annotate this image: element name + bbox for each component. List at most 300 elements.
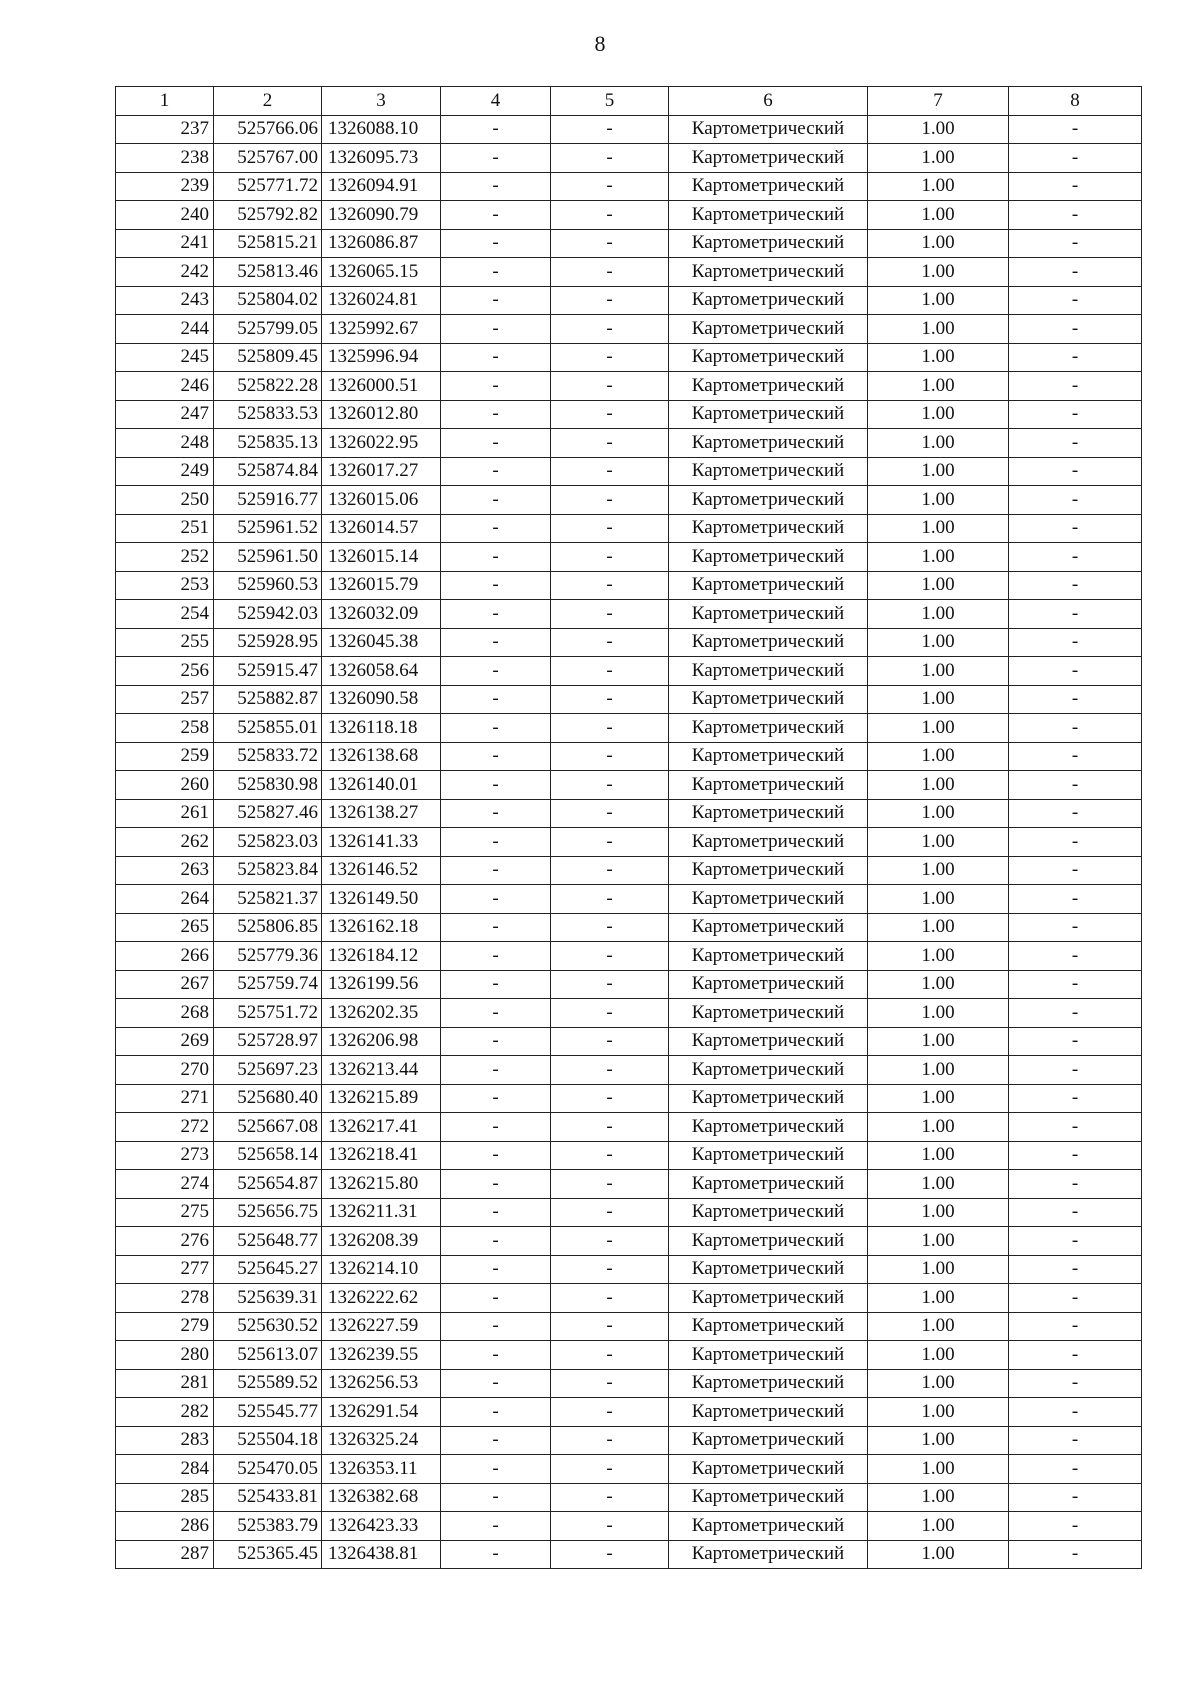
- column-5-cell: -: [551, 1255, 669, 1284]
- y-coordinate-cell: 1326014.57: [322, 514, 441, 543]
- column-8-cell: -: [1009, 571, 1142, 600]
- column-8-cell: -: [1009, 315, 1142, 344]
- method-cell: Картометрический: [669, 1540, 868, 1569]
- accuracy-cell: 1.00: [868, 286, 1009, 315]
- column-5-cell: -: [551, 913, 669, 942]
- point-number-cell: 239: [116, 172, 214, 201]
- y-coordinate-cell: 1326088.10: [322, 115, 441, 144]
- method-cell: Картометрический: [669, 628, 868, 657]
- method-cell: Картометрический: [669, 1312, 868, 1341]
- point-number-cell: 251: [116, 514, 214, 543]
- x-coordinate-cell: 525799.05: [214, 315, 322, 344]
- x-coordinate-cell: 525667.08: [214, 1113, 322, 1142]
- table-row: [116, 657, 1142, 686]
- x-coordinate-cell: 525833.53: [214, 400, 322, 429]
- point-number-cell: 265: [116, 913, 214, 942]
- method-cell: Картометрический: [669, 970, 868, 999]
- column-4-cell: -: [441, 172, 551, 201]
- column-header: 4: [441, 87, 551, 116]
- table-row: [116, 771, 1142, 800]
- column-4-cell: -: [441, 1540, 551, 1569]
- y-coordinate-cell: 1326353.11: [322, 1455, 441, 1484]
- x-coordinate-cell: 525759.74: [214, 970, 322, 999]
- column-5-cell: -: [551, 400, 669, 429]
- column-4-cell: -: [441, 229, 551, 258]
- x-coordinate-cell: 525766.06: [214, 115, 322, 144]
- accuracy-cell: 1.00: [868, 1227, 1009, 1256]
- column-4-cell: -: [441, 1113, 551, 1142]
- column-5-cell: -: [551, 1455, 669, 1484]
- table-row: [116, 600, 1142, 629]
- y-coordinate-cell: 1326140.01: [322, 771, 441, 800]
- table-row: [116, 400, 1142, 429]
- accuracy-cell: 1.00: [868, 543, 1009, 572]
- y-coordinate-cell: 1326024.81: [322, 286, 441, 315]
- table-row: [116, 1312, 1142, 1341]
- column-5-cell: -: [551, 942, 669, 971]
- column-8-cell: -: [1009, 1198, 1142, 1227]
- method-cell: Картометрический: [669, 742, 868, 771]
- accuracy-cell: 1.00: [868, 1483, 1009, 1512]
- column-5-cell: -: [551, 771, 669, 800]
- accuracy-cell: 1.00: [868, 1255, 1009, 1284]
- point-number-cell: 276: [116, 1227, 214, 1256]
- point-number-cell: 244: [116, 315, 214, 344]
- x-coordinate-cell: 525630.52: [214, 1312, 322, 1341]
- table-row: [116, 1341, 1142, 1370]
- y-coordinate-cell: 1326382.68: [322, 1483, 441, 1512]
- column-8-cell: -: [1009, 714, 1142, 743]
- x-coordinate-cell: 525942.03: [214, 600, 322, 629]
- column-5-cell: -: [551, 1284, 669, 1313]
- x-coordinate-cell: 525813.46: [214, 258, 322, 287]
- column-5-cell: -: [551, 201, 669, 230]
- table-row: [116, 201, 1142, 230]
- column-8-cell: -: [1009, 115, 1142, 144]
- column-4-cell: -: [441, 913, 551, 942]
- y-coordinate-cell: 1325992.67: [322, 315, 441, 344]
- y-coordinate-cell: 1326022.95: [322, 429, 441, 458]
- method-cell: Картометрический: [669, 343, 868, 372]
- column-8-cell: -: [1009, 172, 1142, 201]
- y-coordinate-cell: 1326086.87: [322, 229, 441, 258]
- point-number-cell: 279: [116, 1312, 214, 1341]
- point-number-cell: 241: [116, 229, 214, 258]
- column-5-cell: -: [551, 1084, 669, 1113]
- x-coordinate-cell: 525821.37: [214, 885, 322, 914]
- point-number-cell: 243: [116, 286, 214, 315]
- column-8-cell: -: [1009, 742, 1142, 771]
- table-row: [116, 1540, 1142, 1569]
- column-4-cell: -: [441, 685, 551, 714]
- column-5-cell: -: [551, 714, 669, 743]
- method-cell: Картометрический: [669, 1398, 868, 1427]
- accuracy-cell: 1.00: [868, 628, 1009, 657]
- column-5-cell: -: [551, 172, 669, 201]
- x-coordinate-cell: 525728.97: [214, 1027, 322, 1056]
- x-coordinate-cell: 525833.72: [214, 742, 322, 771]
- method-cell: Картометрический: [669, 172, 868, 201]
- column-4-cell: -: [441, 714, 551, 743]
- accuracy-cell: 1.00: [868, 315, 1009, 344]
- point-number-cell: 260: [116, 771, 214, 800]
- column-4-cell: -: [441, 856, 551, 885]
- table-body: [116, 115, 1142, 1569]
- x-coordinate-cell: 525823.84: [214, 856, 322, 885]
- point-number-cell: 242: [116, 258, 214, 287]
- column-5-cell: -: [551, 1483, 669, 1512]
- accuracy-cell: 1.00: [868, 771, 1009, 800]
- column-header: 2: [214, 87, 322, 116]
- method-cell: Картометрический: [669, 1084, 868, 1113]
- column-4-cell: -: [441, 115, 551, 144]
- y-coordinate-cell: 1326256.53: [322, 1369, 441, 1398]
- table-row: [116, 115, 1142, 144]
- method-cell: Картометрический: [669, 1284, 868, 1313]
- point-number-cell: 280: [116, 1341, 214, 1370]
- method-cell: Картометрический: [669, 600, 868, 629]
- column-5-cell: -: [551, 1198, 669, 1227]
- method-cell: Картометрический: [669, 315, 868, 344]
- column-5-cell: -: [551, 1540, 669, 1569]
- y-coordinate-cell: 1326211.31: [322, 1198, 441, 1227]
- point-number-cell: 266: [116, 942, 214, 971]
- column-4-cell: -: [441, 1027, 551, 1056]
- y-coordinate-cell: 1326141.33: [322, 828, 441, 857]
- point-number-cell: 246: [116, 372, 214, 401]
- column-8-cell: -: [1009, 1084, 1142, 1113]
- column-8-cell: -: [1009, 1426, 1142, 1455]
- column-8-cell: -: [1009, 1170, 1142, 1199]
- method-cell: Картометрический: [669, 286, 868, 315]
- column-5-cell: -: [551, 970, 669, 999]
- point-number-cell: 257: [116, 685, 214, 714]
- x-coordinate-cell: 525809.45: [214, 343, 322, 372]
- column-5-cell: -: [551, 1027, 669, 1056]
- column-5-cell: -: [551, 1113, 669, 1142]
- point-number-cell: 272: [116, 1113, 214, 1142]
- column-4-cell: -: [441, 372, 551, 401]
- method-cell: Картометрический: [669, 685, 868, 714]
- column-4-cell: -: [441, 1141, 551, 1170]
- column-8-cell: -: [1009, 999, 1142, 1028]
- y-coordinate-cell: 1326423.33: [322, 1512, 441, 1541]
- column-5-cell: -: [551, 1056, 669, 1085]
- accuracy-cell: 1.00: [868, 144, 1009, 173]
- column-8-cell: -: [1009, 1027, 1142, 1056]
- table-row: [116, 514, 1142, 543]
- accuracy-cell: 1.00: [868, 1113, 1009, 1142]
- column-5-cell: -: [551, 315, 669, 344]
- column-5-cell: -: [551, 828, 669, 857]
- y-coordinate-cell: 1326094.91: [322, 172, 441, 201]
- accuracy-cell: 1.00: [868, 229, 1009, 258]
- x-coordinate-cell: 525504.18: [214, 1426, 322, 1455]
- accuracy-cell: 1.00: [868, 1369, 1009, 1398]
- x-coordinate-cell: 525961.50: [214, 543, 322, 572]
- y-coordinate-cell: 1326291.54: [322, 1398, 441, 1427]
- x-coordinate-cell: 525830.98: [214, 771, 322, 800]
- accuracy-cell: 1.00: [868, 1341, 1009, 1370]
- accuracy-cell: 1.00: [868, 828, 1009, 857]
- point-number-cell: 261: [116, 799, 214, 828]
- column-5-cell: -: [551, 1512, 669, 1541]
- table-row: [116, 999, 1142, 1028]
- y-coordinate-cell: 1326239.55: [322, 1341, 441, 1370]
- x-coordinate-cell: 525767.00: [214, 144, 322, 173]
- x-coordinate-cell: 525823.03: [214, 828, 322, 857]
- x-coordinate-cell: 525658.14: [214, 1141, 322, 1170]
- point-number-cell: 284: [116, 1455, 214, 1484]
- column-4-cell: -: [441, 258, 551, 287]
- accuracy-cell: 1.00: [868, 457, 1009, 486]
- column-8-cell: -: [1009, 1483, 1142, 1512]
- column-8-cell: -: [1009, 286, 1142, 315]
- table-row: [116, 1056, 1142, 1085]
- column-8-cell: -: [1009, 486, 1142, 515]
- column-4-cell: -: [441, 1170, 551, 1199]
- table-row: [116, 372, 1142, 401]
- y-coordinate-cell: 1326206.98: [322, 1027, 441, 1056]
- column-4-cell: -: [441, 457, 551, 486]
- x-coordinate-cell: 525806.85: [214, 913, 322, 942]
- table-row: [116, 942, 1142, 971]
- column-4-cell: -: [441, 799, 551, 828]
- method-cell: Картометрический: [669, 913, 868, 942]
- accuracy-cell: 1.00: [868, 514, 1009, 543]
- x-coordinate-cell: 525433.81: [214, 1483, 322, 1512]
- accuracy-cell: 1.00: [868, 429, 1009, 458]
- column-5-cell: -: [551, 286, 669, 315]
- table-row: [116, 571, 1142, 600]
- method-cell: Картометрический: [669, 1255, 868, 1284]
- point-number-cell: 255: [116, 628, 214, 657]
- table-row: [116, 885, 1142, 914]
- column-8-cell: -: [1009, 1512, 1142, 1541]
- point-number-cell: 286: [116, 1512, 214, 1541]
- table-row: [116, 286, 1142, 315]
- method-cell: Картометрический: [669, 201, 868, 230]
- column-8-cell: -: [1009, 1056, 1142, 1085]
- column-4-cell: -: [441, 1483, 551, 1512]
- column-5-cell: -: [551, 571, 669, 600]
- table-row: [116, 799, 1142, 828]
- table-row: [116, 742, 1142, 771]
- point-number-cell: 258: [116, 714, 214, 743]
- table-header-row: [116, 87, 1142, 116]
- column-5-cell: -: [551, 999, 669, 1028]
- method-cell: Картометрический: [669, 856, 868, 885]
- table-row: [116, 828, 1142, 857]
- accuracy-cell: 1.00: [868, 799, 1009, 828]
- point-number-cell: 273: [116, 1141, 214, 1170]
- column-4-cell: -: [441, 742, 551, 771]
- method-cell: Картометрический: [669, 1027, 868, 1056]
- y-coordinate-cell: 1326202.35: [322, 999, 441, 1028]
- y-coordinate-cell: 1326015.79: [322, 571, 441, 600]
- accuracy-cell: 1.00: [868, 1141, 1009, 1170]
- column-8-cell: -: [1009, 685, 1142, 714]
- point-number-cell: 262: [116, 828, 214, 857]
- point-number-cell: 271: [116, 1084, 214, 1113]
- accuracy-cell: 1.00: [868, 600, 1009, 629]
- y-coordinate-cell: 1326017.27: [322, 457, 441, 486]
- column-8-cell: -: [1009, 343, 1142, 372]
- y-coordinate-cell: 1326118.18: [322, 714, 441, 743]
- column-4-cell: -: [441, 1312, 551, 1341]
- accuracy-cell: 1.00: [868, 1426, 1009, 1455]
- column-8-cell: -: [1009, 856, 1142, 885]
- column-8-cell: -: [1009, 1312, 1142, 1341]
- page-number: 8: [594, 31, 606, 56]
- column-5-cell: -: [551, 429, 669, 458]
- accuracy-cell: 1.00: [868, 856, 1009, 885]
- column-8-cell: -: [1009, 628, 1142, 657]
- column-4-cell: -: [441, 514, 551, 543]
- point-number-cell: 254: [116, 600, 214, 629]
- column-4-cell: -: [441, 1426, 551, 1455]
- column-5-cell: -: [551, 1141, 669, 1170]
- accuracy-cell: 1.00: [868, 172, 1009, 201]
- y-coordinate-cell: 1326222.62: [322, 1284, 441, 1313]
- column-4-cell: -: [441, 486, 551, 515]
- method-cell: Картометрический: [669, 1056, 868, 1085]
- accuracy-cell: 1.00: [868, 1512, 1009, 1541]
- column-4-cell: -: [441, 657, 551, 686]
- accuracy-cell: 1.00: [868, 1084, 1009, 1113]
- accuracy-cell: 1.00: [868, 942, 1009, 971]
- column-4-cell: -: [441, 942, 551, 971]
- column-4-cell: -: [441, 970, 551, 999]
- method-cell: Картометрический: [669, 1483, 868, 1512]
- column-8-cell: -: [1009, 457, 1142, 486]
- point-number-cell: 264: [116, 885, 214, 914]
- column-8-cell: -: [1009, 1284, 1142, 1313]
- column-5-cell: -: [551, 1170, 669, 1199]
- point-number-cell: 240: [116, 201, 214, 230]
- column-5-cell: -: [551, 1312, 669, 1341]
- accuracy-cell: 1.00: [868, 999, 1009, 1028]
- accuracy-cell: 1.00: [868, 343, 1009, 372]
- method-cell: Картометрический: [669, 1341, 868, 1370]
- method-cell: Картометрический: [669, 885, 868, 914]
- x-coordinate-cell: 525779.36: [214, 942, 322, 971]
- table-row: [116, 1113, 1142, 1142]
- column-5-cell: -: [551, 600, 669, 629]
- method-cell: Картометрический: [669, 1113, 868, 1142]
- column-header: 8: [1009, 87, 1142, 116]
- point-number-cell: 256: [116, 657, 214, 686]
- y-coordinate-cell: 1326214.10: [322, 1255, 441, 1284]
- column-5-cell: -: [551, 1426, 669, 1455]
- method-cell: Картометрический: [669, 771, 868, 800]
- point-number-cell: 237: [116, 115, 214, 144]
- column-5-cell: -: [551, 685, 669, 714]
- column-8-cell: -: [1009, 229, 1142, 258]
- table-row: [116, 457, 1142, 486]
- column-8-cell: -: [1009, 144, 1142, 173]
- x-coordinate-cell: 525697.23: [214, 1056, 322, 1085]
- table-row: [116, 258, 1142, 287]
- method-cell: Картометрический: [669, 1141, 868, 1170]
- y-coordinate-cell: 1326162.18: [322, 913, 441, 942]
- column-5-cell: -: [551, 1369, 669, 1398]
- accuracy-cell: 1.00: [868, 115, 1009, 144]
- y-coordinate-cell: 1326138.27: [322, 799, 441, 828]
- accuracy-cell: 1.00: [868, 1027, 1009, 1056]
- point-number-cell: 277: [116, 1255, 214, 1284]
- accuracy-cell: 1.00: [868, 970, 1009, 999]
- column-5-cell: -: [551, 885, 669, 914]
- x-coordinate-cell: 525680.40: [214, 1084, 322, 1113]
- column-5-cell: -: [551, 115, 669, 144]
- column-8-cell: -: [1009, 372, 1142, 401]
- x-coordinate-cell: 525545.77: [214, 1398, 322, 1427]
- point-number-cell: 274: [116, 1170, 214, 1199]
- accuracy-cell: 1.00: [868, 372, 1009, 401]
- y-coordinate-cell: 1326199.56: [322, 970, 441, 999]
- y-coordinate-cell: 1326184.12: [322, 942, 441, 971]
- point-number-cell: 259: [116, 742, 214, 771]
- method-cell: Картометрический: [669, 258, 868, 287]
- y-coordinate-cell: 1326065.15: [322, 258, 441, 287]
- x-coordinate-cell: 525928.95: [214, 628, 322, 657]
- x-coordinate-cell: 525645.27: [214, 1255, 322, 1284]
- point-number-cell: 282: [116, 1398, 214, 1427]
- column-4-cell: -: [441, 628, 551, 657]
- column-4-cell: -: [441, 571, 551, 600]
- column-8-cell: -: [1009, 543, 1142, 572]
- column-5-cell: -: [551, 144, 669, 173]
- x-coordinate-cell: 525855.01: [214, 714, 322, 743]
- y-coordinate-cell: 1326012.80: [322, 400, 441, 429]
- table-row: [116, 1227, 1142, 1256]
- y-coordinate-cell: 1326045.38: [322, 628, 441, 657]
- x-coordinate-cell: 525383.79: [214, 1512, 322, 1541]
- column-8-cell: -: [1009, 1341, 1142, 1370]
- table-row: [116, 1369, 1142, 1398]
- column-8-cell: -: [1009, 400, 1142, 429]
- column-8-cell: -: [1009, 913, 1142, 942]
- method-cell: Картометрический: [669, 657, 868, 686]
- column-8-cell: -: [1009, 201, 1142, 230]
- accuracy-cell: 1.00: [868, 1284, 1009, 1313]
- column-header: 7: [868, 87, 1009, 116]
- x-coordinate-cell: 525815.21: [214, 229, 322, 258]
- column-8-cell: -: [1009, 885, 1142, 914]
- column-8-cell: -: [1009, 258, 1142, 287]
- method-cell: Картометрический: [669, 1426, 868, 1455]
- column-8-cell: -: [1009, 600, 1142, 629]
- table-row: [116, 429, 1142, 458]
- method-cell: Картометрический: [669, 372, 868, 401]
- table-row: [116, 1512, 1142, 1541]
- point-number-cell: 247: [116, 400, 214, 429]
- x-coordinate-cell: 525751.72: [214, 999, 322, 1028]
- column-5-cell: -: [551, 1227, 669, 1256]
- x-coordinate-cell: 525804.02: [214, 286, 322, 315]
- x-coordinate-cell: 525915.47: [214, 657, 322, 686]
- y-coordinate-cell: 1326215.80: [322, 1170, 441, 1199]
- column-4-cell: -: [441, 600, 551, 629]
- column-header: 5: [551, 87, 669, 116]
- column-4-cell: -: [441, 771, 551, 800]
- column-8-cell: -: [1009, 799, 1142, 828]
- table-row: [116, 486, 1142, 515]
- column-4-cell: -: [441, 543, 551, 572]
- column-4-cell: -: [441, 400, 551, 429]
- accuracy-cell: 1.00: [868, 657, 1009, 686]
